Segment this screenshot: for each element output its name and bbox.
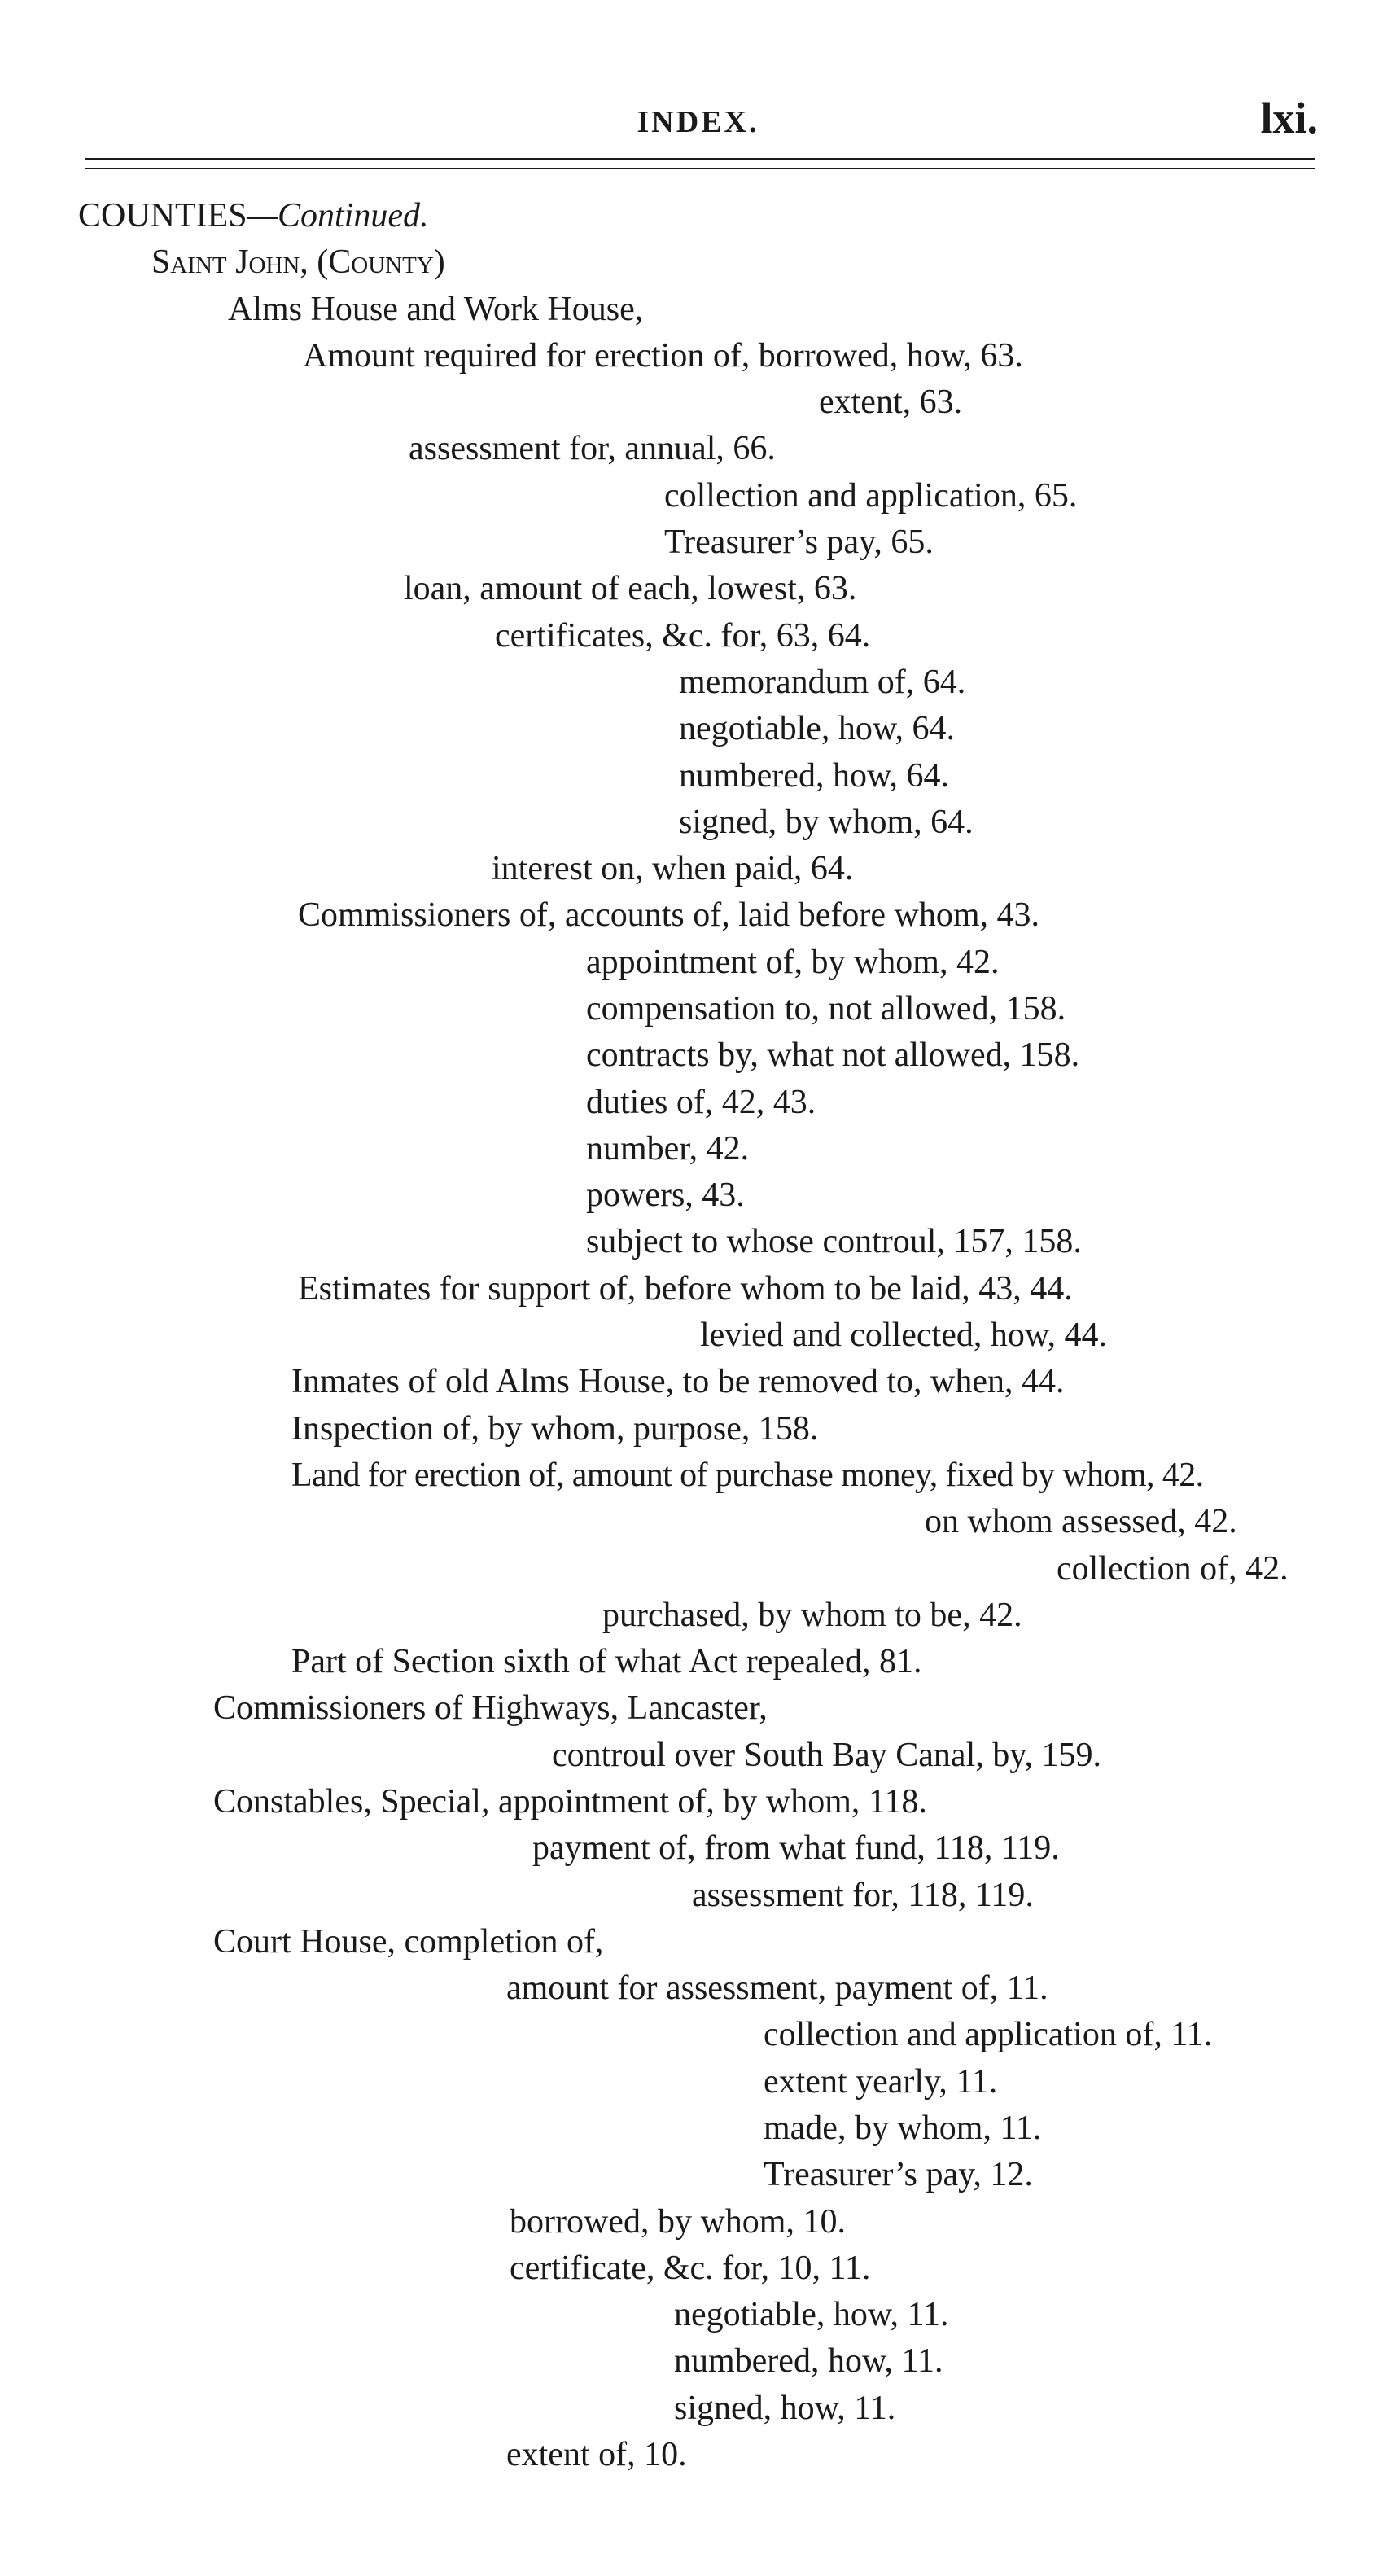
index-entry: assessment for, 118, 119. — [692, 1877, 1034, 1914]
index-entry: Land for erection of, amount of purchase money, fixed by whom, 42. — [291, 1457, 1204, 1494]
index-heading — [78, 194, 429, 238]
index-entry: powers, 43. — [586, 1176, 745, 1214]
index-entry: Part of Section sixth of what Act repealed, 81. — [291, 1643, 922, 1680]
index-entry: subject to whose controul, 157, 158. — [586, 1223, 1082, 1260]
running-title: INDEX. — [637, 105, 759, 139]
index-entry: purchased, by whom to be, 42. — [602, 1597, 1022, 1634]
index-entry: Alms House and Work House, — [228, 291, 644, 328]
index-entry: signed, how, 11. — [674, 2390, 896, 2427]
index-entry: negotiable, how, 11. — [674, 2296, 949, 2333]
index-entry: loan, amount of each, lowest, 63. — [404, 570, 857, 607]
index-entry: assessment for, annual, 66. — [409, 430, 776, 467]
index-entry: payment of, from what fund, 118, 119. — [532, 1829, 1060, 1867]
index-entry: Constables, Special, appointment of, by whom, 118. — [213, 1783, 927, 1820]
index-entry: borrowed, by whom, 10. — [510, 2203, 846, 2241]
index-entry: collection and application, 65. — [664, 477, 1078, 515]
index-entry: collection of, 42. — [1057, 1550, 1289, 1588]
index-entry: appointment of, by whom, 42. — [586, 944, 1000, 981]
page-number: lxi. — [1260, 94, 1318, 142]
index-entry: Inspection of, by whom, purpose, 158. — [291, 1410, 819, 1448]
index-entry: made, by whom, 11. — [764, 2109, 1042, 2147]
index-entry: duties of, 42, 43. — [586, 1084, 816, 1121]
index-entry: Commissioners of Highways, Lancaster, — [213, 1689, 768, 1727]
index-entry: signed, by whom, 64. — [679, 804, 974, 841]
index-entry: compensation to, not allowed, 158. — [586, 990, 1066, 1027]
index-entry: Inmates of old Alms House, to be removed to, when, 44. — [291, 1363, 1065, 1400]
index-entry: contracts by, what not allowed, 158. — [586, 1036, 1080, 1074]
index-heading-continued: —Continued. — [247, 197, 429, 234]
index-entry: Treasurer’s pay, 65. — [664, 524, 934, 561]
index-entry: Commissioners of, accounts of, laid before whom, 43. — [298, 896, 1039, 934]
index-entry: certificate, &c. for, 10, 11. — [510, 2250, 871, 2287]
index-entry: numbered, how, 11. — [674, 2342, 943, 2380]
index-entry: certificates, &c. for, 63, 64. — [495, 617, 871, 655]
index-entry: on whom assessed, 42. — [925, 1503, 1237, 1540]
index-entry: memorandum of, 64. — [679, 664, 966, 701]
index-entry: amount for assessment, payment of, 11. — [506, 1969, 1048, 2007]
index-entry: Treasurer’s pay, 12. — [764, 2156, 1033, 2193]
index-entry: extent, 63. — [819, 383, 963, 421]
index-entry: numbered, how, 64. — [679, 757, 950, 795]
index-entry: number, 42. — [586, 1130, 750, 1168]
index-heading-label: COUNTIES — [78, 197, 247, 234]
index-entry: interest on, when paid, 64. — [492, 850, 854, 887]
index-entry: Amount required for erection of, borrowed, how, 63. — [303, 337, 1023, 375]
index-subheading: Saint John, (County) — [151, 243, 445, 281]
index-entry: Estimates for support of, before whom to be laid, 43, 44. — [298, 1270, 1073, 1308]
index-entry: extent of, 10. — [506, 2436, 687, 2473]
index-entry: Court House, completion of, — [213, 1923, 604, 1960]
index-entry: levied and collected, how, 44. — [700, 1316, 1107, 1354]
index-entry: controul over South Bay Canal, by, 159. — [552, 1737, 1102, 1774]
index-entry: extent yearly, 11. — [764, 2063, 998, 2101]
index-entry: collection and application of, 11. — [764, 2016, 1213, 2053]
index-entry: negotiable, how, 64. — [679, 710, 956, 747]
